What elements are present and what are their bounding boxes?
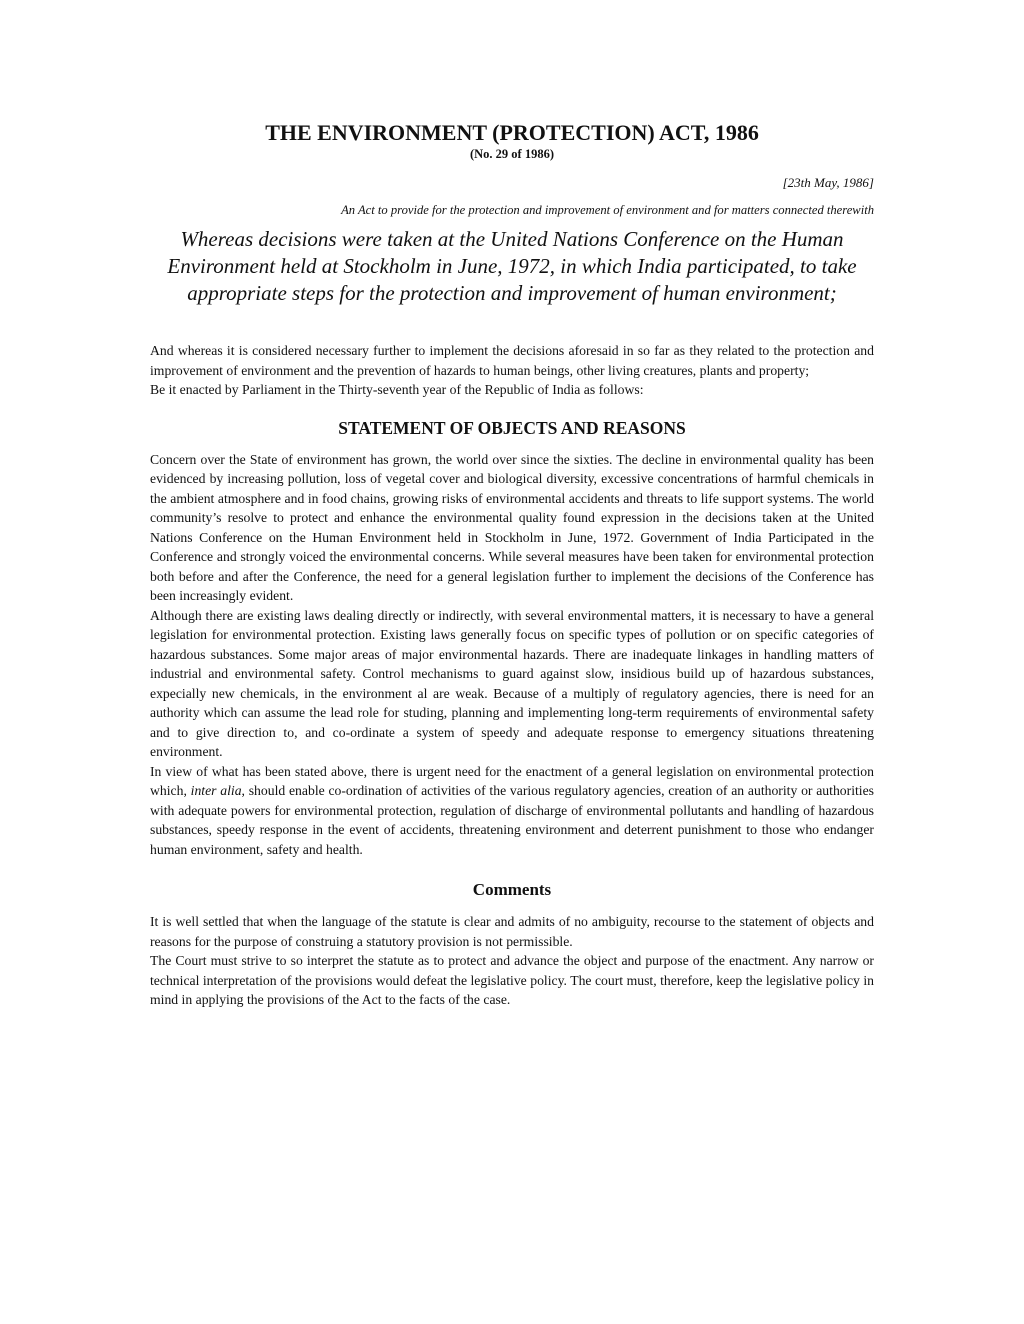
statement-heading: STATEMENT OF OBJECTS AND REASONS: [338, 417, 686, 438]
comments-body: [150, 912, 874, 1010]
comments-paragraph-2: The Court must strive to so interpret the statute as to protect and advance the object and purpose of the enactment. Any narrow or technical interpretation of the provisions would defeat the legislative policy. The court must, therefore, keep the legislative policy in mind in applying the provisions of the Act to the facts of the case.: [150, 953, 874, 1007]
statement-paragraph-3-end: , should enable co-ordination of activities of the various regulatory agencies, creation of an authority or authorities with adequate powers for environmental protection, regulation of discharge of environmental pollutants and handling of hazardous substances, speedy response in the event of accidents, threatening environment and deterrent punishment to those who endanger human environment, safety and health.: [150, 783, 875, 857]
enacting-clause: Be it enacted by Parliament in the Thirty-seventh year of the Republic of India as follows:: [150, 382, 644, 397]
comments-heading: Comments: [472, 880, 552, 899]
comments-paragraph-1: It is well settled that when the language of the statute is clear and admits of no ambiguity, recourse to the statement of objects and reasons for the purpose of construing a statutory provision is not permissible.: [150, 914, 874, 949]
statement-paragraph-3-start: In view of what has been stated above, there is urgent need for the enactment of a general legislation on environmental protection which,: [150, 763, 874, 798]
whereas-further-paragraph: And whereas it is considered necessary further to implement the decisions aforesaid in so far as they related to the protection and improvement of environment and the prevention of hazards to human beings, other living creatures, plants and property;: [150, 343, 874, 378]
statement-paragraph-2: Although there are existing laws dealing directly or indirectly, with several environmental matters, it is necessary to have a general legislation for environmental protection. Existing laws generally focus on specific types of pollution or on specific categories of hazardous substances. Some major areas of major environmental hazards. There are inadequate linkages in handling matters of industrial and environmental safety. Control mechanisms to guard against slow, insidious build up of hazardous substances, expecially new chemicals, in the environment al are weak. Because of a multiply of regulatory agencies, there is need for an authority which can assume the lead role for studing, planning and implementing long-term requirements of environmental safety and to give direction to, and co-ordinate a system of speedy and adequate response to emergency situations threatening environment.: [150, 607, 874, 759]
enacting-block: [150, 341, 874, 400]
statement-paragraph-3: [150, 762, 874, 860]
act-number: (No. 29 of 1986): [469, 147, 554, 161]
statement-body: [150, 450, 874, 860]
inter-alia-phrase: inter alia: [190, 783, 242, 798]
act-long-title: An Act to provide for the protection and improvement of environment and for matters connected therewith: [341, 203, 874, 217]
statement-paragraph-1: Concern over the State of environment has grown, the world over since the sixties. The decline in environmental quality has been evidenced by increasing pollution, loss of vegetal cover and biological diversity, excessive concentrations of harmful chemicals in the ambient atmosphere and in food chains, growing risks of environmental accidents and threats to life support systems. The world community’s resolve to protect and enhance the environmental quality found expression in the decisions taken at the United Nations Conference on the Human Environment held in Stockholm in June, 1972. Government of India Participated in the Conference and strongly voiced the environmental concerns. While several measures have been taken for environmental protection both before and after the Conference, the need for a general legislation further to implement the decisions of the Conference has been increasingly evident.: [150, 451, 874, 603]
act-title: THE ENVIRONMENT (PROTECTION) ACT, 1986: [265, 120, 759, 145]
act-date: [23th May, 1986]: [782, 175, 874, 190]
act-preamble: Whereas decisions were taken at the United Nations Conference on the Human Environment held at Stockholm in June, 1972, in which India participated, to take appropriate steps for the protection and improvement of human environment;: [167, 227, 857, 305]
